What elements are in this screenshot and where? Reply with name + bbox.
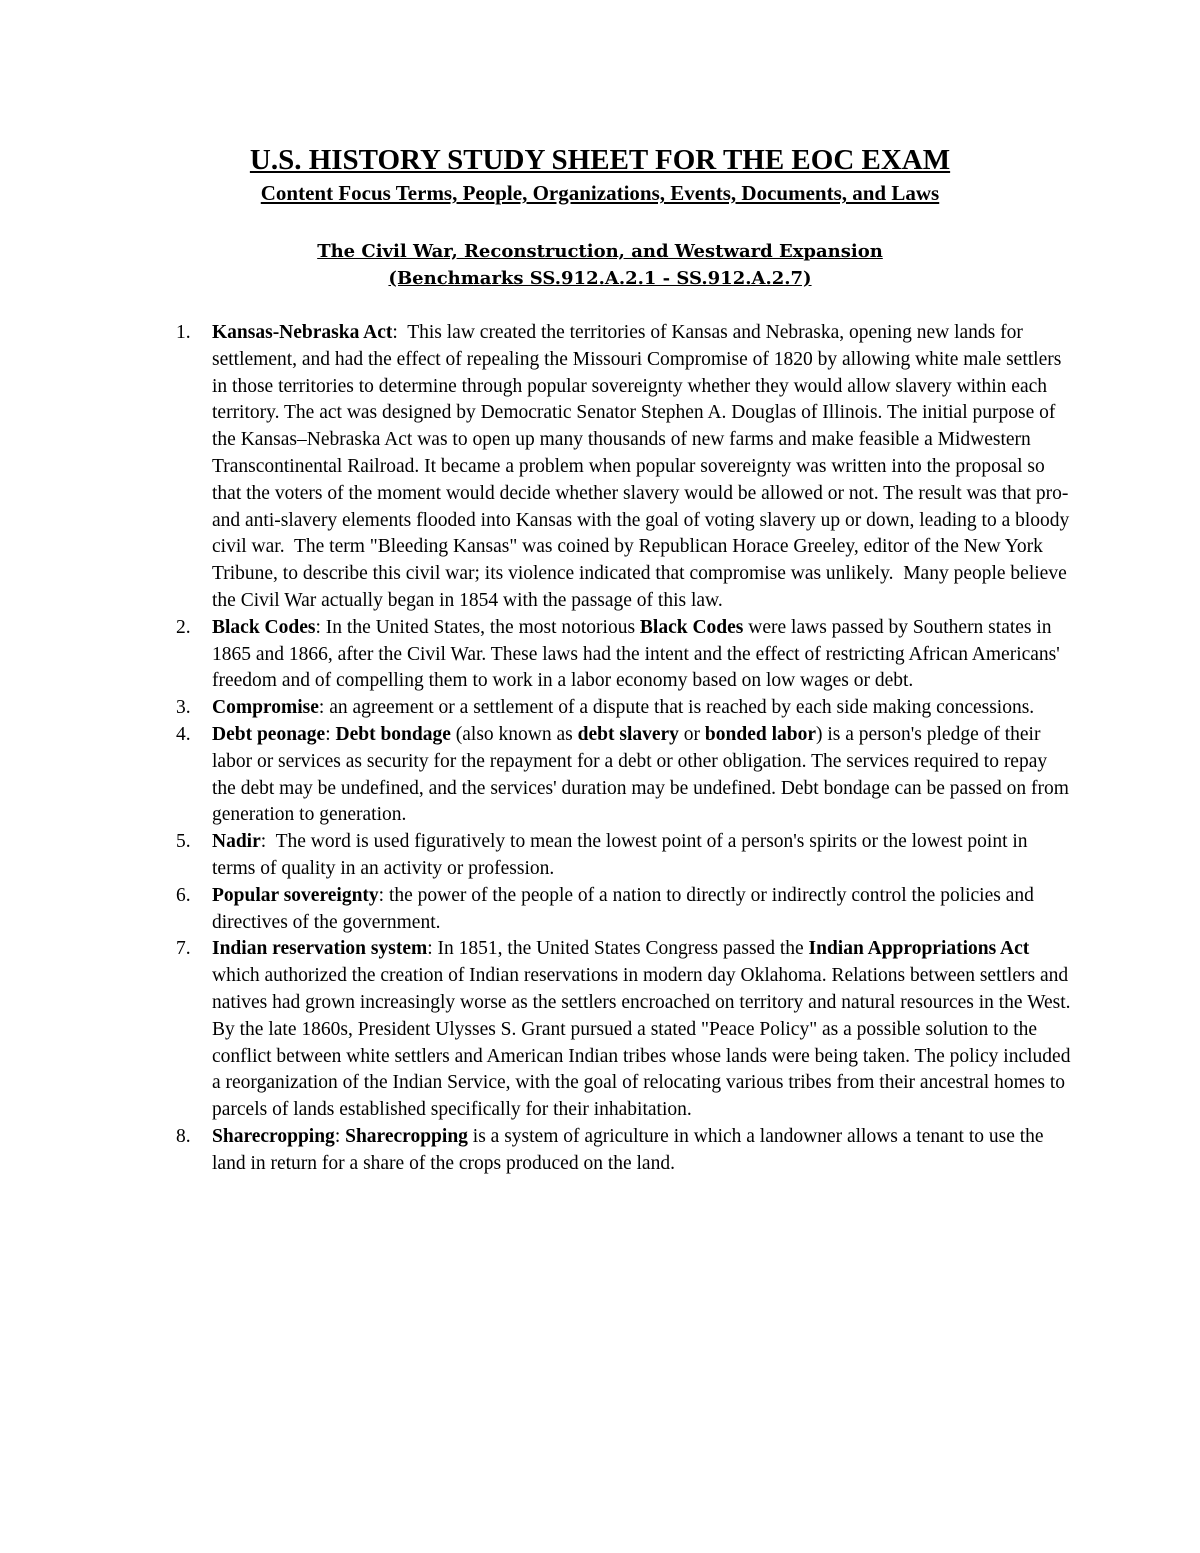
term-kansas-nebraska-act <box>176 320 1075 615</box>
terms-list <box>0 320 1081 1178</box>
term-indian-reservation-system <box>176 936 1081 1124</box>
term-definition: were laws passed by Southern states in 1865 and 1866, after the Civil War. These laws had the intent and the effect of restricting African Americans' freedom and of compelling them to work in a labor economy based on low wages or debt. <box>212 616 1060 692</box>
term-definition: This law created the territories of Kansas and Nebraska, opening new lands for settlement, and had the effect of repealing the Missouri Compromise of 1820 by allowing white male settlers in those territories to determine through popular sovereignty whether they would allow slavery within each territory. The act was designed by Democratic Senator Stephen A. Douglas of Illinois. The initial purpose of the Kansas–Nebraska Act was to open up many thousands of new farms and make feasible a Midwestern Transcontinental Railroad. It became a problem when popular sovereignty was written into the proposal so that the voters of the moment would decide whether slavery would be allowed or not. The result was that pro- and anti-slavery elements flooded into Kansas with the goal of voting slavery up or down, leading to a bloody civil war. The term "Bleeding Kansas" was coined by Republican Horace Greeley, editor of the New York Tribune, to describe this civil war; its violence indicated that compromise was unlikely. Many people believe the Civil War actually began in 1854 with the passage of this law. <box>212 322 1075 611</box>
term-number: 6. <box>176 884 191 906</box>
term-definition: which authorized the creation of Indian reservations in modern day Oklahoma. Relations between settlers and natives had grown increasingly worse as the settlers encroached on territory and natural resources in the West. By the late 1860s, President Ulysses S. Grant pursued a stated "Peace Policy" as a possible solution to the conflict between white settlers and American Indian tribes whose lands were being taken. The policy included a reorganization of the Indian Service, with the goal of relocating various tribes from their ancestral homes to parcels of lands established specifically for their inhabitation. <box>212 938 1081 1121</box>
term-name: Nadir <box>212 831 261 853</box>
term-number: 7. <box>176 938 191 960</box>
section-benchmarks: (Benchmarks SS.912.A.2.1 - SS.912.A.2.7) <box>388 268 812 289</box>
term-compromise <box>176 695 1072 722</box>
term-emphasis: bonded labor <box>704 723 816 745</box>
term-definition: is a system of agriculture in which a landowner allows a tenant to use the land in return for a share of the crops produced on the land. <box>212 1125 1044 1174</box>
term-name: Indian reservation system <box>212 938 428 960</box>
term-number: 8. <box>176 1125 191 1147</box>
term-name: Black Codes <box>212 616 316 638</box>
term-definition: (also known as <box>450 723 578 745</box>
term-separator: : <box>318 697 325 719</box>
term-separator: : <box>378 884 385 906</box>
term-name: Sharecropping <box>212 1125 335 1147</box>
term-separator: : <box>315 616 321 638</box>
term-number: 3. <box>176 697 191 719</box>
term-definition: In 1851, the United States Congress passed the <box>432 938 809 960</box>
term-definition: The word is used figuratively to mean the lowest point of a person's spirits or the lowest point in terms of quality in an activity or profession. <box>212 831 1033 879</box>
term-emphasis: Debt bondage <box>335 723 451 745</box>
term-number: 5. <box>176 831 191 853</box>
term-popular-sovereignty <box>176 883 1072 937</box>
term-number: 2. <box>176 616 191 638</box>
term-separator: : <box>325 723 331 745</box>
term-name: Compromise <box>212 697 319 719</box>
term-definition: or <box>678 723 705 745</box>
term-emphasis: Black Codes <box>639 616 744 638</box>
section-heading: The Civil War, Reconstruction, and Westward Expansion <box>317 241 883 262</box>
term-separator: : <box>260 831 267 853</box>
term-black-codes <box>176 615 1072 695</box>
term-definition: ) is a person's pledge of their labor or services as security for the repayment for a debt or other obligation. The services required to repay the debt may be undefined, and the services' duration may be undefined. Debt bondage can be passed on from generation to generation. <box>212 723 1069 826</box>
term-separator: : <box>334 1125 341 1147</box>
section-header <box>0 238 1200 292</box>
page-title: U.S. HISTORY STUDY SHEET FOR THE EOC EXAM <box>249 144 951 176</box>
term-separator: : <box>427 938 433 960</box>
term-number: 1. <box>176 322 191 343</box>
term-separator: : <box>392 322 398 343</box>
page-subtitle: Content Focus Terms, People, Organizations, Events, Documents, and Laws <box>260 181 940 205</box>
term-emphasis: Sharecropping <box>345 1125 468 1147</box>
term-debt-peonage <box>176 722 1072 829</box>
term-number: 4. <box>176 723 191 745</box>
term-nadir <box>176 829 1072 883</box>
term-definition: In the United States, the most notorious <box>320 616 640 638</box>
term-name: Kansas-Nebraska Act <box>212 322 393 343</box>
term-emphasis: Indian Appropriations Act <box>808 938 1030 960</box>
term-definition: an agreement or a settlement of a dispute that is reached by each side making concessions. <box>324 697 1035 719</box>
term-definition: the power of the people of a nation to directly or indirectly control the policies and directives of the government. <box>212 884 1039 933</box>
term-name: Debt peonage <box>212 723 326 745</box>
term-name: Popular sovereignty <box>212 884 379 906</box>
term-sharecropping <box>176 1124 1072 1178</box>
term-emphasis: debt slavery <box>577 723 679 745</box>
